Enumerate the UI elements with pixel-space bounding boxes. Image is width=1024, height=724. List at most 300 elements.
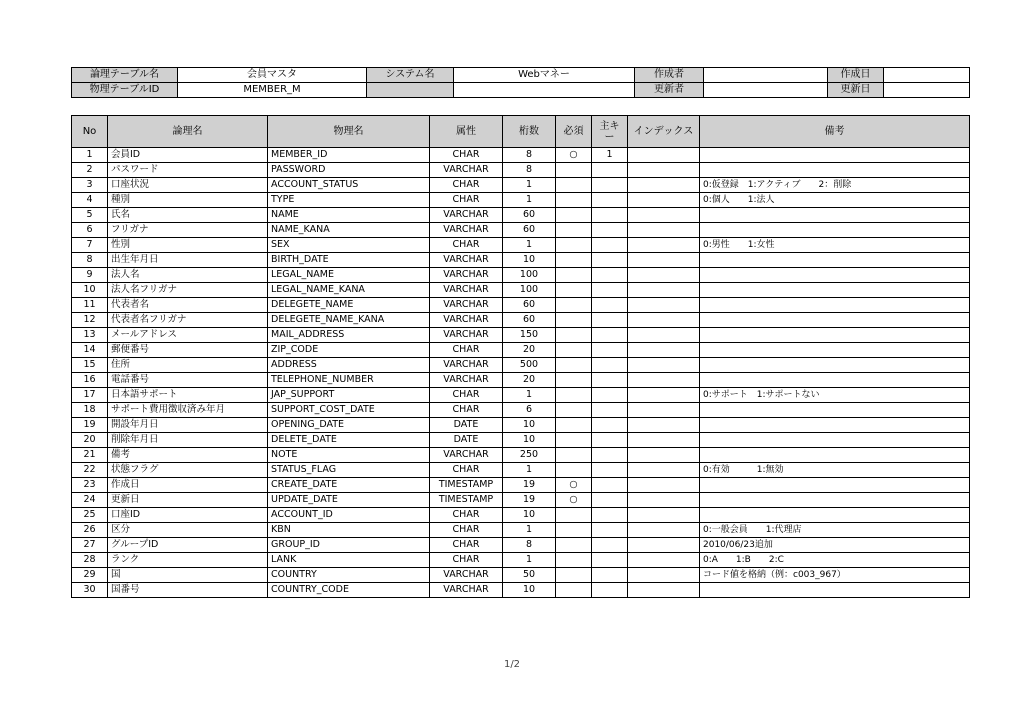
cell-required — [556, 178, 592, 193]
cell-no: 15 — [72, 358, 108, 373]
cell-length: 6 — [503, 403, 556, 418]
cell-index — [628, 463, 700, 478]
cell-length: 10 — [503, 418, 556, 433]
table-row — [72, 208, 970, 223]
cell-required — [556, 358, 592, 373]
logical-table-value: 会員マスタ — [178, 68, 367, 83]
col-pk: 主キー — [592, 116, 628, 148]
cell-required — [556, 568, 592, 583]
cell-logical: 電話番号 — [108, 373, 268, 388]
cell-length: 1 — [503, 523, 556, 538]
cell-length: 19 — [503, 478, 556, 493]
col-no: No — [72, 116, 108, 148]
cell-type: CHAR — [430, 523, 503, 538]
cell-required — [556, 163, 592, 178]
table-row — [72, 463, 970, 478]
cell-note: 0:サポート 1:サポートない — [700, 388, 970, 403]
cell-pk — [592, 343, 628, 358]
cell-type: VARCHAR — [430, 448, 503, 463]
cell-note: 0:一般会員 1:代理店 — [700, 523, 970, 538]
cell-note: 0:有効 1:無効 — [700, 463, 970, 478]
cell-index — [628, 583, 700, 598]
table-row — [72, 493, 970, 508]
author-label: 作成者 — [635, 68, 704, 83]
updated-value — [884, 83, 970, 98]
cell-required — [556, 283, 592, 298]
cell-index — [628, 328, 700, 343]
table-row — [72, 553, 970, 568]
cell-logical: 作成日 — [108, 478, 268, 493]
cell-type: CHAR — [430, 553, 503, 568]
cell-length: 1 — [503, 553, 556, 568]
cell-type: TIMESTAMP — [430, 478, 503, 493]
cell-length: 1 — [503, 193, 556, 208]
cell-logical: 出生年月日 — [108, 253, 268, 268]
cell-required — [556, 463, 592, 478]
cell-logical: フリガナ — [108, 223, 268, 238]
cell-no: 4 — [72, 193, 108, 208]
table-row — [72, 193, 970, 208]
cell-physical: NAME — [268, 208, 430, 223]
cell-pk — [592, 448, 628, 463]
table-row — [72, 433, 970, 448]
cell-type: CHAR — [430, 463, 503, 478]
cell-pk — [592, 463, 628, 478]
cell-note — [700, 358, 970, 373]
updater-value — [704, 83, 828, 98]
cell-pk — [592, 328, 628, 343]
cell-index — [628, 268, 700, 283]
cell-note — [700, 208, 970, 223]
cell-physical: NOTE — [268, 448, 430, 463]
cell-no: 17 — [72, 388, 108, 403]
cell-physical: DELETE_DATE — [268, 433, 430, 448]
cell-physical: OPENING_DATE — [268, 418, 430, 433]
cell-type: CHAR — [430, 148, 503, 163]
cell-index — [628, 508, 700, 523]
cell-no: 26 — [72, 523, 108, 538]
cell-note — [700, 448, 970, 463]
cell-length: 1 — [503, 463, 556, 478]
cell-note: 0:A 1:B 2:C — [700, 553, 970, 568]
cell-physical: SEX — [268, 238, 430, 253]
cell-index — [628, 163, 700, 178]
cell-logical: グループID — [108, 538, 268, 553]
cell-physical: STATUS_FLAG — [268, 463, 430, 478]
cell-physical: UPDATE_DATE — [268, 493, 430, 508]
cell-type: VARCHAR — [430, 583, 503, 598]
cell-required — [556, 433, 592, 448]
table-row — [72, 268, 970, 283]
cell-length: 1 — [503, 238, 556, 253]
header-row-1 — [72, 68, 970, 83]
cell-length: 20 — [503, 373, 556, 388]
cell-type: VARCHAR — [430, 373, 503, 388]
cell-required: ○ — [556, 148, 592, 163]
table-row — [72, 178, 970, 193]
system-blank-gray — [367, 83, 454, 98]
cell-note — [700, 328, 970, 343]
cell-note: 0:個人 1:法人 — [700, 193, 970, 208]
physical-table-value: MEMBER_M — [178, 83, 367, 98]
cell-length: 8 — [503, 148, 556, 163]
cell-no: 28 — [72, 553, 108, 568]
table-row — [72, 283, 970, 298]
cell-length: 60 — [503, 223, 556, 238]
cell-index — [628, 538, 700, 553]
cell-required — [556, 508, 592, 523]
cell-index — [628, 298, 700, 313]
cell-physical: SUPPORT_COST_DATE — [268, 403, 430, 418]
cell-pk — [592, 508, 628, 523]
cell-logical: 法人名 — [108, 268, 268, 283]
cell-type: VARCHAR — [430, 358, 503, 373]
cell-required — [556, 373, 592, 388]
cell-index — [628, 148, 700, 163]
cell-logical: 住所 — [108, 358, 268, 373]
created-label: 作成日 — [828, 68, 884, 83]
cell-logical: 国番号 — [108, 583, 268, 598]
cell-physical: ADDRESS — [268, 358, 430, 373]
physical-table-label: 物理テーブルID — [72, 83, 178, 98]
cell-logical: 代表者名フリガナ — [108, 313, 268, 328]
cell-physical: MAIL_ADDRESS — [268, 328, 430, 343]
col-index: インデックス — [628, 116, 700, 148]
cell-physical: PASSWORD — [268, 163, 430, 178]
cell-index — [628, 178, 700, 193]
cell-no: 21 — [72, 448, 108, 463]
cell-required — [556, 313, 592, 328]
cell-note — [700, 163, 970, 178]
updater-label: 更新者 — [635, 83, 704, 98]
cell-no: 19 — [72, 418, 108, 433]
cell-required — [556, 193, 592, 208]
cell-index — [628, 493, 700, 508]
cell-logical: 備考 — [108, 448, 268, 463]
cell-length: 10 — [503, 433, 556, 448]
cell-no: 10 — [72, 283, 108, 298]
cell-no: 7 — [72, 238, 108, 253]
cell-length: 100 — [503, 268, 556, 283]
cell-pk — [592, 553, 628, 568]
cell-pk — [592, 478, 628, 493]
cell-pk — [592, 208, 628, 223]
cell-physical: LEGAL_NAME — [268, 268, 430, 283]
cell-note: 0:男性 1:女性 — [700, 238, 970, 253]
cell-index — [628, 343, 700, 358]
cell-pk — [592, 178, 628, 193]
cell-type: VARCHAR — [430, 313, 503, 328]
cell-note: 0:仮登録 1:アクティブ 2：削除 — [700, 178, 970, 193]
cell-no: 18 — [72, 403, 108, 418]
cell-physical: COUNTRY — [268, 568, 430, 583]
cell-length: 19 — [503, 493, 556, 508]
cell-logical: 日本語サポート — [108, 388, 268, 403]
table-definition — [71, 115, 970, 598]
cell-physical: COUNTRY_CODE — [268, 583, 430, 598]
system-blank — [454, 83, 635, 98]
updated-label: 更新日 — [828, 83, 884, 98]
cell-physical: ACCOUNT_STATUS — [268, 178, 430, 193]
cell-pk — [592, 358, 628, 373]
cell-note — [700, 223, 970, 238]
cell-index — [628, 208, 700, 223]
table-row — [72, 223, 970, 238]
cell-required — [556, 523, 592, 538]
author-value — [704, 68, 828, 83]
cell-index — [628, 283, 700, 298]
cell-physical: ZIP_CODE — [268, 343, 430, 358]
cell-no: 6 — [72, 223, 108, 238]
cell-type: DATE — [430, 418, 503, 433]
cell-no: 27 — [72, 538, 108, 553]
table-header-info — [71, 67, 970, 98]
col-physical: 物理名 — [268, 116, 430, 148]
table-row — [72, 538, 970, 553]
cell-note: コード値を格納（例：c003_967） — [700, 568, 970, 583]
cell-pk — [592, 373, 628, 388]
cell-no: 2 — [72, 163, 108, 178]
cell-logical: 口座状況 — [108, 178, 268, 193]
cell-physical: TYPE — [268, 193, 430, 208]
cell-index — [628, 448, 700, 463]
cell-pk — [592, 193, 628, 208]
cell-type: CHAR — [430, 388, 503, 403]
table-row — [72, 343, 970, 358]
cell-no: 5 — [72, 208, 108, 223]
table-row — [72, 358, 970, 373]
table-row — [72, 418, 970, 433]
cell-note — [700, 298, 970, 313]
table-row — [72, 583, 970, 598]
cell-pk — [592, 283, 628, 298]
cell-logical: 法人名フリガナ — [108, 283, 268, 298]
cell-index — [628, 418, 700, 433]
cell-pk: 1 — [592, 148, 628, 163]
cell-required: ○ — [556, 478, 592, 493]
cell-required — [556, 298, 592, 313]
cell-required — [556, 388, 592, 403]
cell-length: 250 — [503, 448, 556, 463]
cell-type: VARCHAR — [430, 283, 503, 298]
cell-length: 100 — [503, 283, 556, 298]
cell-length: 8 — [503, 538, 556, 553]
cell-logical: 口座ID — [108, 508, 268, 523]
cell-note — [700, 508, 970, 523]
cell-length: 500 — [503, 358, 556, 373]
cell-no: 1 — [72, 148, 108, 163]
cell-type: TIMESTAMP — [430, 493, 503, 508]
cell-length: 60 — [503, 298, 556, 313]
cell-length: 8 — [503, 163, 556, 178]
cell-no: 16 — [72, 373, 108, 388]
cell-no: 11 — [72, 298, 108, 313]
cell-logical: 氏名 — [108, 208, 268, 223]
cell-index — [628, 238, 700, 253]
cell-physical: DELEGETE_NAME — [268, 298, 430, 313]
cell-length: 20 — [503, 343, 556, 358]
cell-logical: 更新日 — [108, 493, 268, 508]
cell-physical: BIRTH_DATE — [268, 253, 430, 268]
cell-required — [556, 238, 592, 253]
table-row — [72, 403, 970, 418]
cell-no: 22 — [72, 463, 108, 478]
cell-type: CHAR — [430, 403, 503, 418]
cell-required — [556, 343, 592, 358]
col-logical: 論理名 — [108, 116, 268, 148]
cell-note: 2010/06/23追加 — [700, 538, 970, 553]
cell-logical: 会員ID — [108, 148, 268, 163]
cell-physical: LANK — [268, 553, 430, 568]
cell-logical: 郵便番号 — [108, 343, 268, 358]
cell-logical: 開設年月日 — [108, 418, 268, 433]
table-row — [72, 253, 970, 268]
cell-no: 29 — [72, 568, 108, 583]
table-row — [72, 478, 970, 493]
cell-no: 3 — [72, 178, 108, 193]
table-row — [72, 328, 970, 343]
cell-pk — [592, 238, 628, 253]
cell-note — [700, 478, 970, 493]
cell-note — [700, 418, 970, 433]
cell-required — [556, 208, 592, 223]
cell-required — [556, 553, 592, 568]
cell-index — [628, 358, 700, 373]
table-row — [72, 313, 970, 328]
cell-physical: TELEPHONE_NUMBER — [268, 373, 430, 388]
cell-index — [628, 388, 700, 403]
cell-type: VARCHAR — [430, 568, 503, 583]
cell-note — [700, 283, 970, 298]
cell-note — [700, 493, 970, 508]
cell-length: 60 — [503, 313, 556, 328]
table-row — [72, 238, 970, 253]
table-row — [72, 373, 970, 388]
cell-type: DATE — [430, 433, 503, 448]
cell-required: ○ — [556, 493, 592, 508]
system-label: システム名 — [367, 68, 454, 83]
cell-index — [628, 253, 700, 268]
cell-required — [556, 253, 592, 268]
cell-physical: GROUP_ID — [268, 538, 430, 553]
cell-note — [700, 433, 970, 448]
cell-length: 10 — [503, 583, 556, 598]
cell-required — [556, 418, 592, 433]
cell-pk — [592, 583, 628, 598]
table-row — [72, 448, 970, 463]
cell-length: 10 — [503, 253, 556, 268]
cell-required — [556, 538, 592, 553]
col-note: 備考 — [700, 116, 970, 148]
cell-note — [700, 313, 970, 328]
table-row — [72, 388, 970, 403]
cell-note — [700, 373, 970, 388]
cell-pk — [592, 433, 628, 448]
table-body — [72, 148, 970, 598]
cell-index — [628, 193, 700, 208]
cell-pk — [592, 163, 628, 178]
cell-type: VARCHAR — [430, 223, 503, 238]
col-length: 桁数 — [503, 116, 556, 148]
table-row — [72, 148, 970, 163]
cell-no: 8 — [72, 253, 108, 268]
cell-type: CHAR — [430, 193, 503, 208]
cell-required — [556, 448, 592, 463]
cell-note — [700, 343, 970, 358]
page-number: 1/2 — [503, 659, 521, 670]
cell-type: VARCHAR — [430, 268, 503, 283]
cell-physical: KBN — [268, 523, 430, 538]
cell-type: CHAR — [430, 508, 503, 523]
cell-no: 9 — [72, 268, 108, 283]
cell-no: 25 — [72, 508, 108, 523]
column-header-row — [72, 116, 970, 148]
cell-index — [628, 478, 700, 493]
cell-type: CHAR — [430, 238, 503, 253]
cell-pk — [592, 253, 628, 268]
cell-logical: サポート費用徴収済み年月 — [108, 403, 268, 418]
cell-type: VARCHAR — [430, 298, 503, 313]
cell-pk — [592, 493, 628, 508]
cell-pk — [592, 223, 628, 238]
cell-index — [628, 568, 700, 583]
cell-type: CHAR — [430, 178, 503, 193]
cell-no: 20 — [72, 433, 108, 448]
cell-logical: 削除年月日 — [108, 433, 268, 448]
cell-required — [556, 328, 592, 343]
cell-physical: NAME_KANA — [268, 223, 430, 238]
cell-logical: 種別 — [108, 193, 268, 208]
table-row — [72, 523, 970, 538]
cell-index — [628, 313, 700, 328]
cell-pk — [592, 388, 628, 403]
cell-type: VARCHAR — [430, 253, 503, 268]
cell-note — [700, 268, 970, 283]
cell-no: 12 — [72, 313, 108, 328]
cell-required — [556, 223, 592, 238]
cell-note — [700, 403, 970, 418]
cell-index — [628, 223, 700, 238]
cell-physical: MEMBER_ID — [268, 148, 430, 163]
cell-index — [628, 433, 700, 448]
cell-note — [700, 253, 970, 268]
cell-required — [556, 403, 592, 418]
cell-type: VARCHAR — [430, 208, 503, 223]
cell-pk — [592, 523, 628, 538]
cell-logical: 区分 — [108, 523, 268, 538]
table-row — [72, 568, 970, 583]
cell-logical: 状態フラグ — [108, 463, 268, 478]
cell-required — [556, 268, 592, 283]
cell-logical: 代表者名 — [108, 298, 268, 313]
cell-logical: パスワード — [108, 163, 268, 178]
cell-length: 1 — [503, 388, 556, 403]
cell-logical: 国 — [108, 568, 268, 583]
cell-pk — [592, 268, 628, 283]
cell-physical: LEGAL_NAME_KANA — [268, 283, 430, 298]
cell-note — [700, 583, 970, 598]
col-required: 必須 — [556, 116, 592, 148]
cell-required — [556, 583, 592, 598]
cell-pk — [592, 403, 628, 418]
cell-pk — [592, 418, 628, 433]
table-row — [72, 163, 970, 178]
cell-no: 24 — [72, 493, 108, 508]
cell-pk — [592, 538, 628, 553]
cell-length: 150 — [503, 328, 556, 343]
cell-physical: CREATE_DATE — [268, 478, 430, 493]
cell-no: 14 — [72, 343, 108, 358]
